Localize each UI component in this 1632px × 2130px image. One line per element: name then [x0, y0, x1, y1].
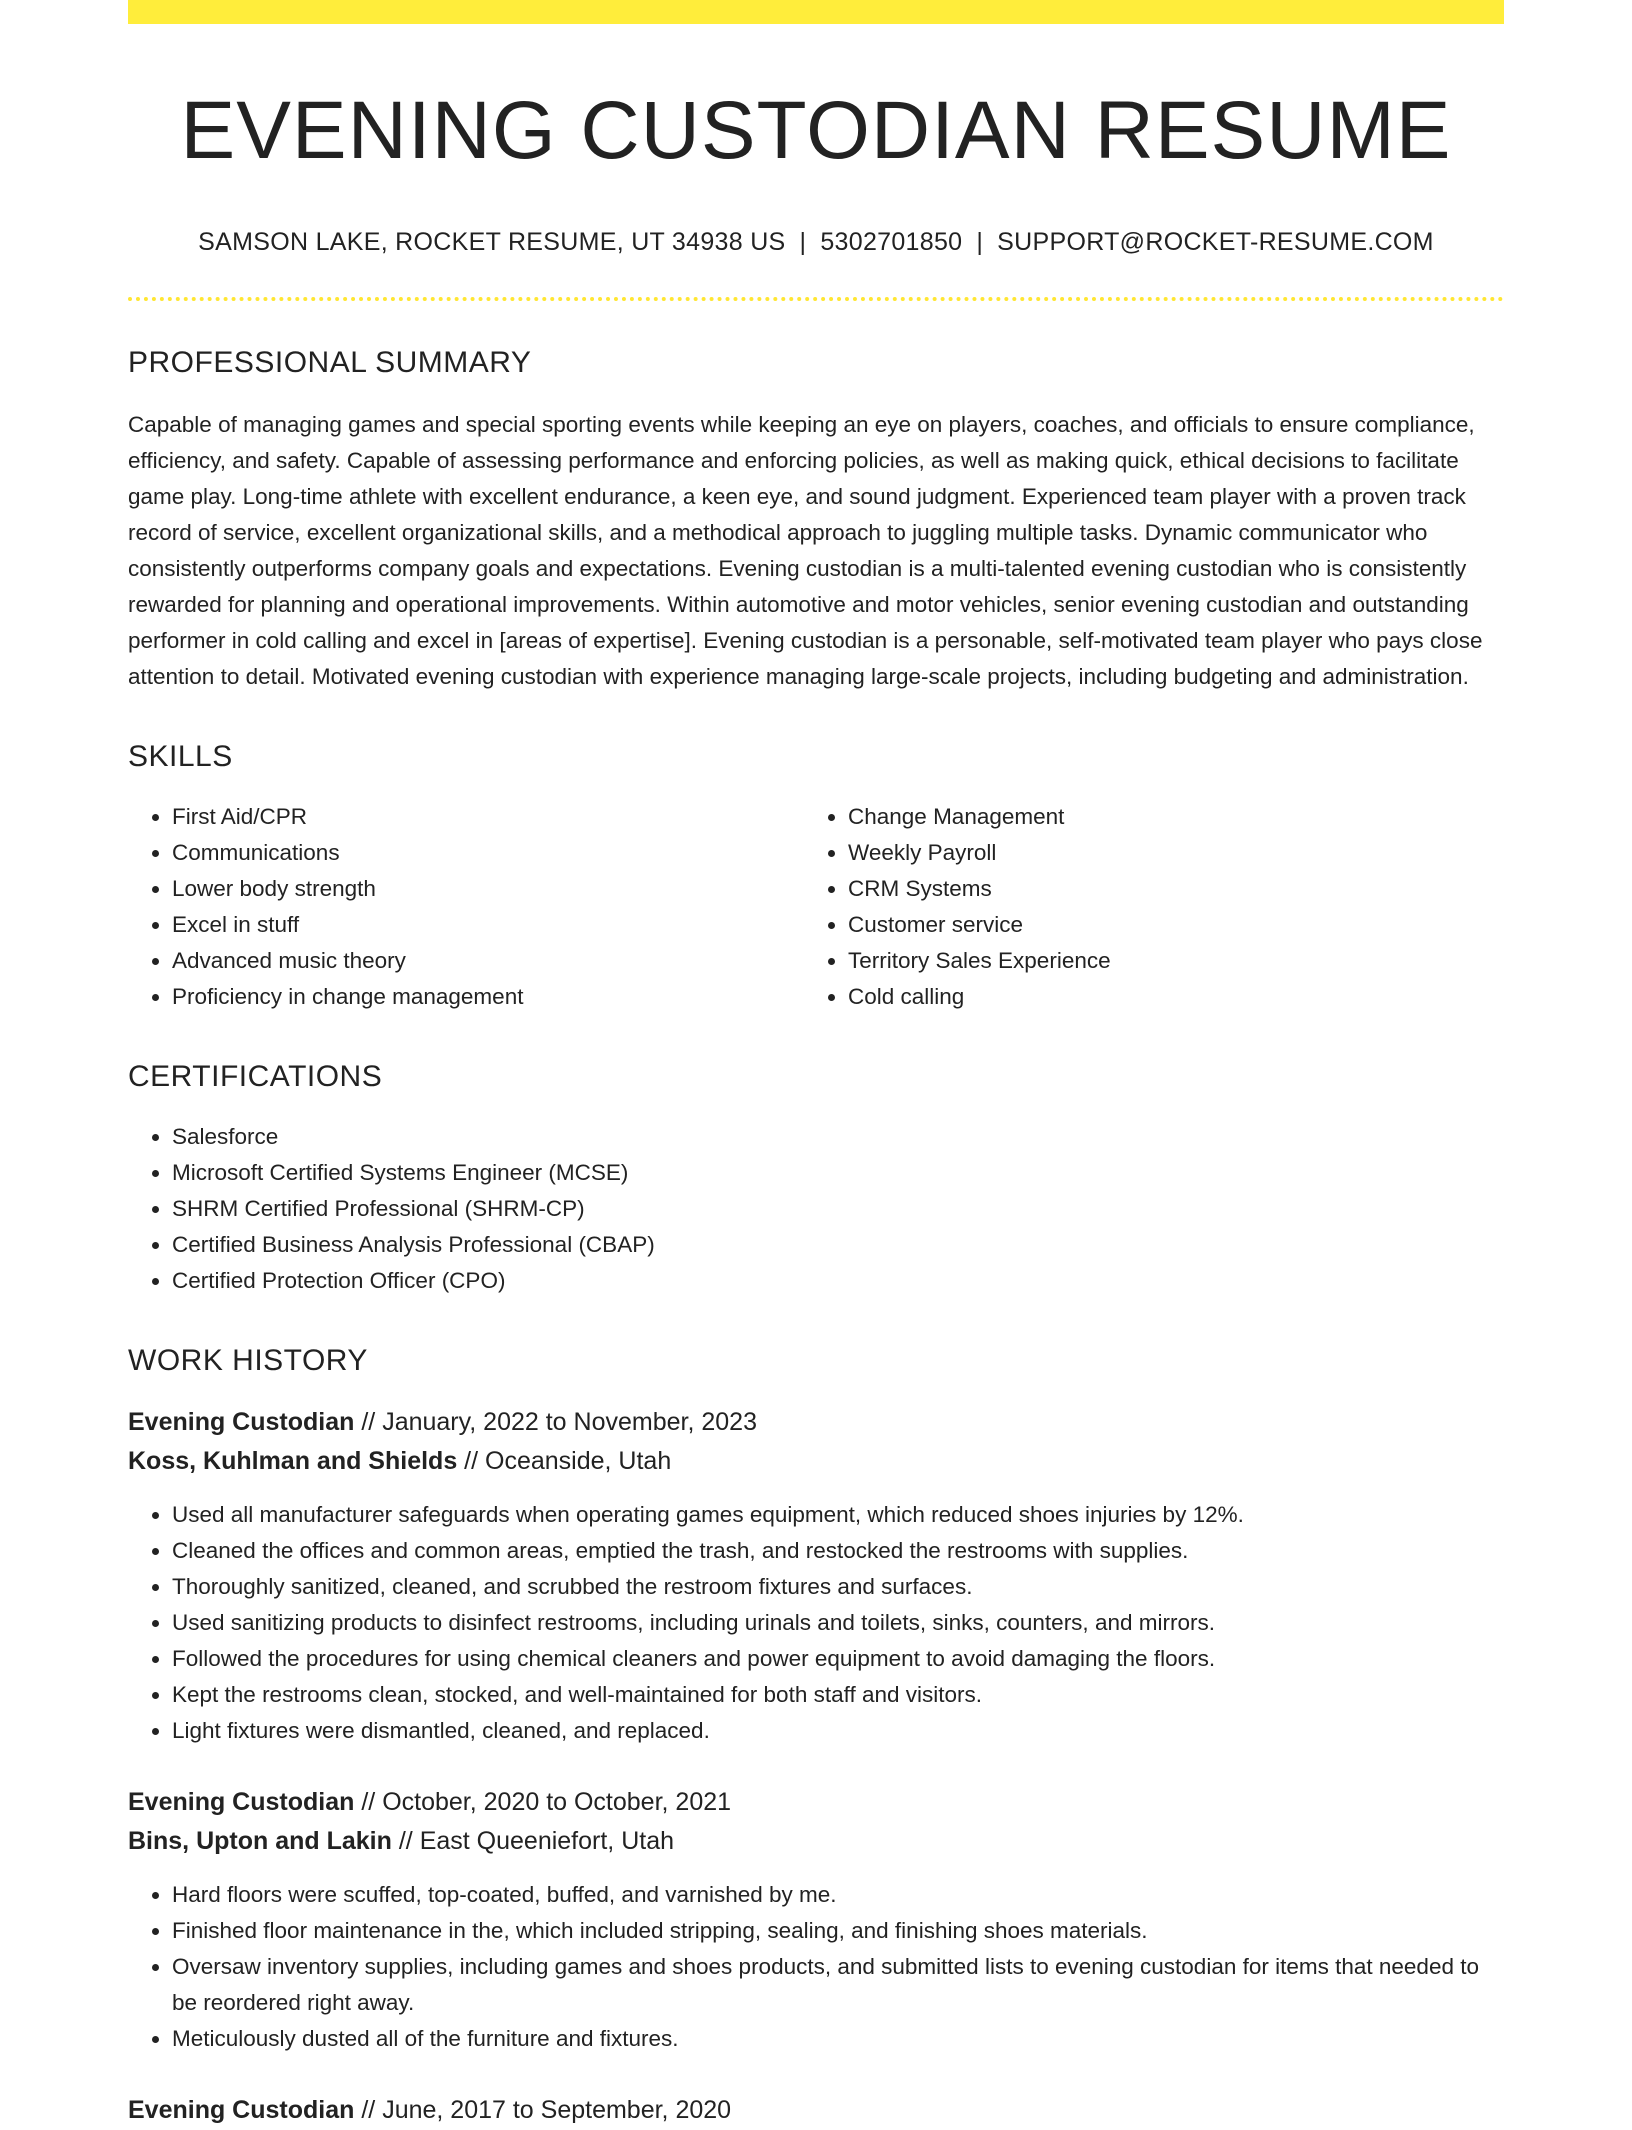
skill-item: • Lower body strength [172, 871, 804, 907]
skills-list-right [804, 799, 1480, 1015]
job-duty-item: • Used sanitizing products to disinfect restrooms, including urinals and toilets, sinks, counters, and mirrors. [172, 1605, 1504, 1641]
job-duty-item: • Thoroughly sanitized, cleaned, and scrubbed the restroom fixtures and surfaces. [172, 1569, 1504, 1605]
accent-bar [128, 0, 1504, 24]
skill-item: • First Aid/CPR [172, 799, 804, 835]
contact-separator: | [799, 228, 807, 257]
certifications-heading: CERTIFICATIONS [128, 1060, 383, 1094]
job-duty-item: • Finished floor maintenance in the, which included stripping, sealing, and finishing shoes materials. [172, 1913, 1504, 1949]
contact-separator: | [976, 228, 984, 257]
certification-item: • Certified Protection Officer (CPO) [172, 1263, 1504, 1299]
job-duty-item: • Meticulously dusted all of the furniture and fixtures. [172, 2021, 1504, 2057]
job-dates: // October, 2020 to October, 2021 [354, 1788, 732, 1817]
job-dates: // January, 2022 to November, 2023 [354, 1408, 757, 1437]
job-role: Evening Custodian [128, 1408, 355, 1437]
skill-item: • Communications [172, 835, 804, 871]
job-duty-item: • Used all manufacturer safeguards when operating games equipment, which reduced shoes injuries by 12%. [172, 1497, 1504, 1533]
skill-item: • Advanced music theory [172, 943, 804, 979]
dotted-divider [128, 297, 1504, 301]
skill-item: • Excel in stuff [172, 907, 804, 943]
job-duty-item: • Cleaned the offices and common areas, emptied the trash, and restocked the restrooms with supplies. [172, 1533, 1504, 1569]
job-role: Evening Custodian [128, 2096, 355, 2125]
job-company: Koss, Kuhlman and Shields [128, 1447, 458, 1476]
resume-page [128, 0, 1504, 2130]
certification-item: • Microsoft Certified Systems Engineer (MCSE) [172, 1155, 1504, 1191]
certifications-list [128, 1119, 1504, 1299]
job-role: Evening Custodian [128, 1788, 355, 1817]
job-duty-item: • Followed the procedures for using chemical cleaners and power equipment to avoid damaging the floors. [172, 1641, 1504, 1677]
skills-columns [128, 799, 1504, 1015]
work-history-heading: WORK HISTORY [128, 1344, 368, 1378]
job-duty-item: • Kept the restrooms clean, stocked, and well-maintained for both staff and visitors. [172, 1677, 1504, 1713]
skill-item: • CRM Systems [848, 871, 1480, 907]
job-duty-item: • Hard floors were scuffed, top-coated, buffed, and varnished by me. [172, 1877, 1504, 1913]
certification-item: • SHRM Certified Professional (SHRM-CP) [172, 1191, 1504, 1227]
skills-list-left [128, 799, 804, 1015]
contact-line [128, 228, 1504, 257]
skill-item: • Territory Sales Experience [848, 943, 1480, 979]
job-duties-list [128, 1497, 1504, 1749]
summary-text: Capable of managing games and special sporting events while keeping an eye on players, coaches, and officials to ensure compliance, efficiency, and safety. Capable of assessing performance and enforcing policies, as well as making quick, ethical decisions to facilitate game play. Long-time athlete with excellent endurance, a keen eye, and sound judgment. Experienced team player with a proven track record of service, excellent organizational skills, and a methodical approach to juggling multiple tasks. Dynamic communicator who consistently outperforms company goals and expectations. Evening custodian is a multi-talented evening custodian who is consistently rewarded for planning and operational improvements. Within automotive and motor vehicles, senior evening custodian and outstanding performer in cold calling and excel in [areas of expertise]. Evening custodian is a personable, self-motivated team player who pays close attention to detail. Motivated evening custodian with experience managing large-scale projects, including budgeting and administration. [128, 412, 1483, 690]
skill-item: • Weekly Payroll [848, 835, 1480, 871]
job-location: // East Queeniefort, Utah [391, 1827, 674, 1856]
job-duties-list [128, 1877, 1504, 2057]
skill-item: • Cold calling [848, 979, 1480, 1015]
certification-item: • Salesforce [172, 1119, 1504, 1155]
skills-heading: SKILLS [128, 740, 233, 774]
job-duty-item: • Oversaw inventory supplies, including games and shoes products, and submitted lists to evening custodian for items that needed to be reordered right away. [172, 1949, 1504, 2021]
job-duty-item: • Light fixtures were dismantled, cleaned, and replaced. [172, 1713, 1504, 1749]
resume-title: EVENING CUSTODIAN RESUME [180, 85, 1452, 176]
skill-item: • Proficiency in change management [172, 979, 804, 1015]
contact-email: SUPPORT@ROCKET-RESUME.COM [997, 228, 1434, 257]
job-company-line [128, 1442, 1504, 1481]
skill-item: • Change Management [848, 799, 1480, 835]
summary-heading: PROFESSIONAL SUMMARY [128, 346, 532, 380]
contact-phone: 5302701850 [820, 228, 963, 257]
job-title-line [128, 1783, 1504, 1822]
job-company-line [128, 1822, 1504, 1861]
job-title-line [128, 1403, 1504, 1442]
contact-address: SAMSON LAKE, ROCKET RESUME, UT 34938 US [198, 228, 786, 257]
job-company: Bins, Upton and Lakin [128, 1827, 392, 1856]
job-title-line [128, 2091, 1504, 2130]
certification-item: • Certified Business Analysis Professional (CBAP) [172, 1227, 1504, 1263]
skill-item: • Customer service [848, 907, 1480, 943]
job-dates: // June, 2017 to September, 2020 [354, 2096, 732, 2125]
job-location: // Oceanside, Utah [457, 1447, 672, 1476]
